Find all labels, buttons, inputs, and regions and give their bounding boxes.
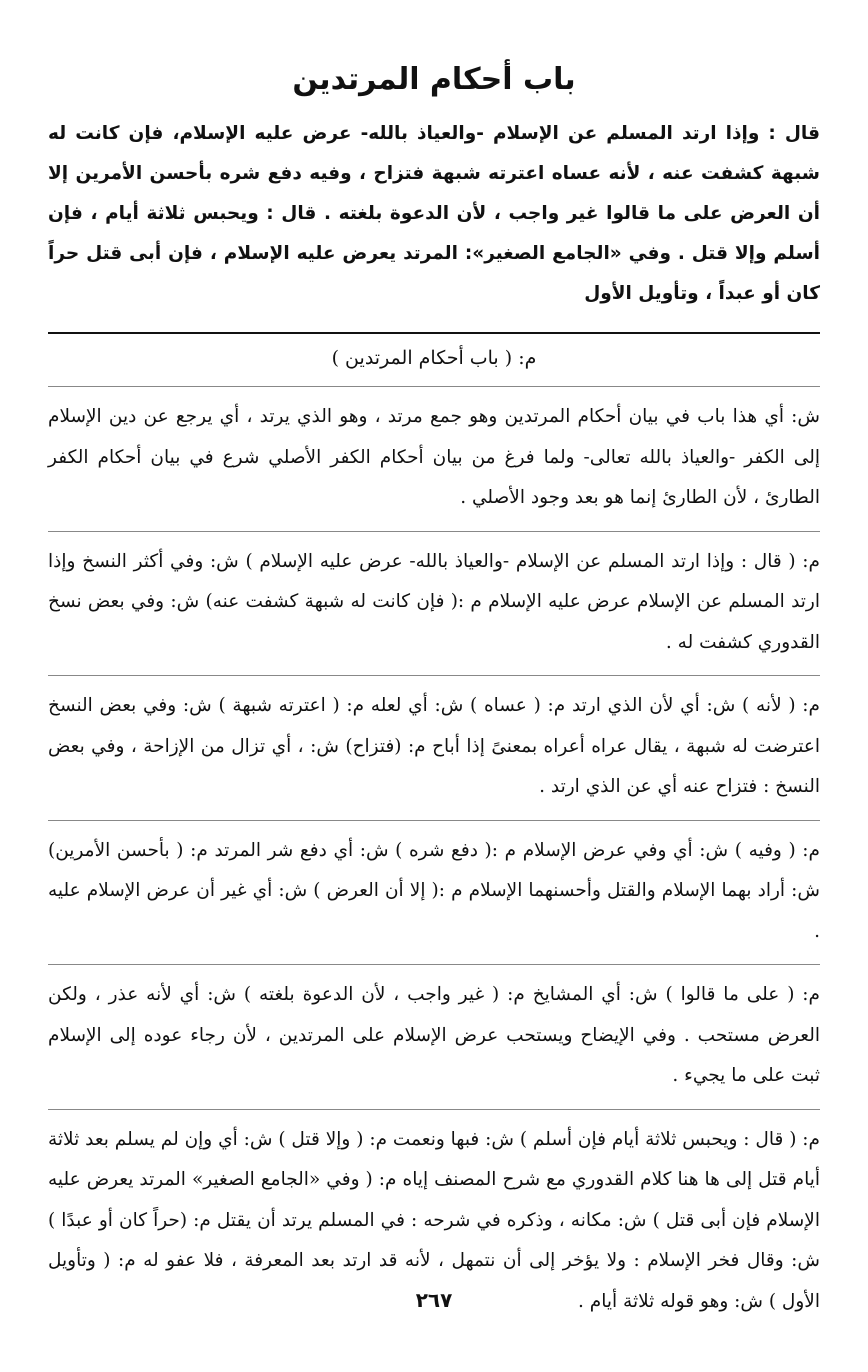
document-page xyxy=(48,48,820,1334)
matn-text: قال : وإذا ارتد المسلم عن الإسلام -والعياذ بالله- عرض عليه الإسلام، فإن كانت له شبهة كشفت عنه ، لأنه عساه اعترته شبهة فتزاح ، وفيه دفع شره بأحسن الأمرين إلا أن العرض على ما قالوا غير واجب ، لأن الدعوة بلغته . قال : ويحبس ثلاثة أيام ، فإن أسلم وإلا قتل . وفي «الجامع الصغير»: المرتد يعرض عليه الإسلام ، فإن أبى قتل حراً كان أو عبداً ، وتأويل الأول xyxy=(48,123,820,304)
sharh-paragraph: ش: أي هذا باب في بيان أحكام المرتدين وهو جمع مرتد ، وهو الذي يرتد ، أي يرجع عن دين الإسلام إلى الكفر -والعياذ بالله تعالى- ولما فرغ من بيان أحكام الكفر الأصلي شرع في بيان أحكام الكفر الطارئ ، لأن الطارئ إنما هو بعد وجود الأصلي . xyxy=(48,406,820,508)
sharh-paragraph: م: ( على ما قالوا ) ش: أي المشايخ م: ( غير واجب ، لأن الدعوة بلغته ) ش: أي لأنه عذر ، ولكن العرض مستحب . وفي الإيضاح ويستحب عرض الإسلام على المرتدين ، لأن رجاء عوده إلى الإسلام ثبت على ما يجيء . xyxy=(48,984,820,1086)
chapter-title: باب أحكام المرتدين xyxy=(292,62,576,97)
sharh-paragraph: م: ( وفيه ) ش: أي وفي عرض الإسلام م :( دفع شره ) ش: أي دفع شر المرتد م: ( بأحسن الأمرين) ش: أراد بهما الإسلام والقتل وأحسنهما الإسلام م :( إلا أن العرض ) ش: أي غير أن عرض الإسلام عليه . xyxy=(48,839,820,942)
sharh-paragraph: م: ( لأنه ) ش: أي لأن الذي ارتد م: ( عساه ) ش: أي لعله م: ( اعترته شبهة ) ش: وفي بعض النسخ اعترضت له شبهة ، يقال عراه أعراه بمعنىً إذا أباح م: (فتزاح) ش: ، أي تزال من الإزاحة ، وفي بعض النسخ : فتزاح عنه أي عن الذي ارتد . xyxy=(48,695,820,797)
sharh-heading: م: ( باب أحكام المرتدين ) xyxy=(331,347,537,369)
sharh-paragraph: م: ( قال : وإذا ارتد المسلم عن الإسلام -والعياذ بالله- عرض عليه الإسلام ) ش: وفي أكثر النسخ وإذا ارتد المسلم عن الإسلام عرض عليه الإسلام م :( فإن كانت له شبهة كشفت عنه) ش: وفي بعض نسخ القدوري كشفت له . xyxy=(48,550,820,653)
page-number: ٢٦٧ xyxy=(415,1288,453,1312)
sharh-paragraph: م: ( قال : ويحبس ثلاثة أيام فإن أسلم ) ش: فبها ونعمت م: ( وإلا قتل ) ش: أي وإن لم يسلم بعد ثلاثة أيام قتل إلى ها هنا كلام القدوري مع شرح المصنف إياه م: ( وفي «الجامع الصغير» المرتد يعرض عليه الإسلام فإن أبى قتل ) ش: مكانه ، وذكره في شرحه : في المسلم يرتد أن يقتل م: (حراً كان أو عبدًا ) ش: وقال فخر الإسلام : ولا يؤخر إلى أن نتمهل ، لأنه قد ارتد بعد المعرفة ، فلا عفو له م: ( وتأويل الأول ) ش: وهو قوله ثلاثة أيام . xyxy=(47,1128,820,1312)
section-divider xyxy=(48,332,820,334)
